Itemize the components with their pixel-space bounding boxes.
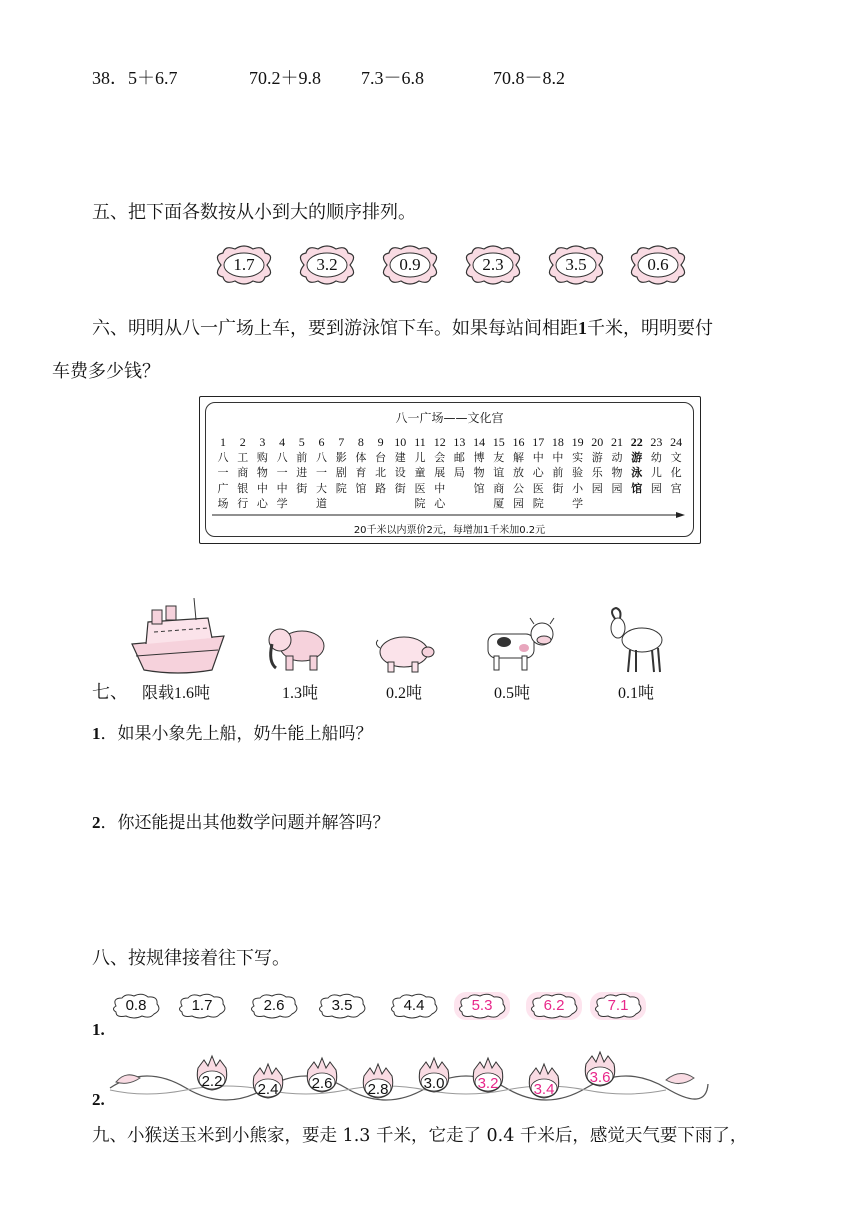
pig-weight: 0.2吨 bbox=[386, 685, 423, 702]
stop-number: 15 bbox=[492, 435, 505, 449]
route-stop bbox=[470, 435, 488, 496]
stop-number: 8 bbox=[357, 435, 364, 449]
route-stop bbox=[450, 435, 468, 481]
section-6-line1 bbox=[92, 314, 713, 340]
stop-name: 邮 局 bbox=[453, 451, 465, 480]
cloud-answer bbox=[590, 992, 646, 1020]
cloud-number bbox=[174, 992, 230, 1020]
bud-value: 2.8 bbox=[367, 1081, 389, 1098]
section-5-heading: 五、把下面各数按从小到大的顺序排列。 bbox=[92, 202, 416, 223]
pig-icon bbox=[374, 630, 438, 676]
route-stop bbox=[588, 435, 606, 496]
route-stop bbox=[391, 435, 409, 496]
stop-name: 台 北 路 bbox=[375, 451, 387, 495]
stop-number: 11 bbox=[414, 435, 426, 449]
stop-number: 9 bbox=[377, 435, 384, 449]
bud-value: 2.4 bbox=[257, 1081, 279, 1098]
stop-number: 14 bbox=[473, 435, 486, 449]
q38-item: 70.2＋9.8 bbox=[249, 68, 321, 88]
route-stop bbox=[529, 435, 547, 511]
stop-name: 中 心 医 院 bbox=[532, 451, 544, 510]
route-stop bbox=[253, 435, 271, 511]
stop-number: 2 bbox=[239, 435, 246, 449]
route-chart-frame bbox=[205, 402, 694, 537]
stop-number: 20 bbox=[591, 435, 604, 449]
cloud-answer bbox=[454, 992, 510, 1020]
number-flower bbox=[377, 245, 443, 285]
stop-name: 八 一 大 道 bbox=[316, 451, 327, 510]
route-stop bbox=[293, 435, 311, 496]
q38-label: 38．5＋6.7 bbox=[92, 68, 178, 88]
bud-value: 2.2 bbox=[201, 1073, 223, 1090]
route-stop bbox=[667, 435, 685, 496]
stop-number: 24 bbox=[670, 435, 683, 449]
elephant-weight: 1.3吨 bbox=[282, 685, 319, 702]
stop-name: 八 一 中 学 bbox=[276, 451, 288, 510]
stop-name: 影 剧 院 bbox=[335, 451, 347, 495]
bus-route-chart bbox=[199, 396, 701, 544]
cloud-number bbox=[314, 992, 370, 1020]
row-2-label: 2. bbox=[92, 1090, 105, 1109]
q38-item: 7.3－6.8 bbox=[361, 68, 424, 88]
stop-name: 购 物 中 心 bbox=[256, 451, 268, 510]
section-6-line2: 车费多少钱？ bbox=[52, 361, 160, 382]
route-stop bbox=[647, 435, 665, 496]
bud-number bbox=[358, 1056, 398, 1102]
stop-name: 八 一 广 场 bbox=[217, 451, 229, 510]
bud-answer-value: 3.2 bbox=[477, 1075, 499, 1092]
section-7-q1 bbox=[92, 719, 373, 744]
stop-name: 建 设 街 bbox=[394, 451, 406, 495]
section-9-text bbox=[92, 1122, 747, 1147]
q2-text: ．你还能提出其他数学问题并解答吗？ bbox=[100, 813, 390, 833]
flower-number: 3.2 bbox=[316, 255, 338, 274]
bud-value: 2.6 bbox=[311, 1075, 333, 1092]
cloud-number bbox=[386, 992, 442, 1020]
cloud-answer-value: 6.2 bbox=[543, 997, 565, 1014]
cloud-value: 2.6 bbox=[263, 997, 285, 1014]
stop-number: 13 bbox=[453, 435, 466, 449]
bud-answer-value: 3.4 bbox=[533, 1081, 555, 1098]
stop-name: 文 化 宫 bbox=[670, 451, 682, 495]
stop-number: 16 bbox=[512, 435, 525, 449]
stop-name: 解 放 公 园 bbox=[513, 451, 524, 510]
goat-icon bbox=[604, 606, 668, 676]
route-stop bbox=[490, 435, 508, 511]
elephant-icon bbox=[266, 622, 328, 676]
stop-number: 18 bbox=[551, 435, 564, 449]
route-stop bbox=[411, 435, 429, 511]
stop-name: 游 乐 园 bbox=[591, 451, 603, 495]
stop-name: 实 验 小 学 bbox=[572, 451, 584, 510]
cloud-value: 3.5 bbox=[331, 997, 353, 1014]
stop-number: 7 bbox=[338, 435, 345, 449]
route-stop bbox=[234, 435, 252, 511]
number-flower bbox=[211, 245, 277, 285]
stop-number: 17 bbox=[532, 435, 545, 449]
section-7-prefix: 七、 bbox=[92, 682, 128, 703]
route-stop bbox=[569, 435, 587, 511]
number-flower bbox=[543, 245, 609, 285]
stop-name: 会 展 中 心 bbox=[434, 451, 446, 510]
cow-icon bbox=[484, 616, 560, 676]
stop-number: 23 bbox=[650, 435, 663, 449]
section-6-text-rest: 千米，明明要付 bbox=[587, 318, 713, 339]
stop-name: 幼 儿 园 bbox=[650, 451, 662, 495]
cloud-value: 0.8 bbox=[125, 997, 147, 1014]
cloud-value: 1.7 bbox=[191, 997, 213, 1014]
stop-number: 19 bbox=[571, 435, 584, 449]
bud-answer bbox=[468, 1050, 508, 1096]
cloud-value: 4.4 bbox=[403, 997, 425, 1014]
stop-number: 12 bbox=[433, 435, 446, 449]
goat-weight: 0.1吨 bbox=[618, 685, 655, 702]
route-title: 八一广场——文化宫 bbox=[395, 411, 504, 425]
number-flower bbox=[625, 245, 691, 285]
row-1-label: 1. bbox=[92, 1020, 105, 1039]
stop-number: 1 bbox=[220, 435, 226, 449]
stop-number: 10 bbox=[394, 435, 407, 449]
q1-number: 1 bbox=[92, 724, 101, 743]
q1-text: ．如果小象先上船，奶牛能上船吗？ bbox=[100, 724, 373, 744]
route-stop bbox=[332, 435, 350, 496]
stop-name: 中 前 街 bbox=[552, 451, 564, 495]
route-stop bbox=[273, 435, 291, 511]
cloud-number bbox=[246, 992, 302, 1020]
flower-number: 0.9 bbox=[399, 255, 421, 274]
cloud-answer bbox=[526, 992, 582, 1020]
stop-name: 博 物 馆 bbox=[473, 451, 485, 495]
stop-name: 儿 童 医 院 bbox=[414, 451, 426, 510]
stop-number: 6 bbox=[318, 435, 325, 449]
route-stop bbox=[214, 435, 232, 511]
bud-answer-value: 3.6 bbox=[589, 1069, 611, 1086]
stop-number: 5 bbox=[298, 435, 305, 449]
bud-number bbox=[192, 1048, 232, 1094]
distance-value: 1 bbox=[578, 318, 587, 338]
section-9-body: 九、小猴送玉米到小熊家，要走 1.3 千米，它走了 0.4 千米后，感觉天气要下雨了， bbox=[92, 1126, 748, 1146]
bud-number bbox=[248, 1056, 288, 1102]
flower-number: 0.6 bbox=[647, 255, 669, 274]
stop-name: 前 进 街 bbox=[296, 451, 308, 495]
route-arrow bbox=[206, 511, 693, 519]
stop-number: 22 bbox=[630, 435, 643, 449]
bud-value: 3.0 bbox=[423, 1075, 445, 1092]
bud-answer bbox=[580, 1044, 620, 1090]
section-6-text: 六、明明从八一广场上车，要到游泳馆下车。如果每站间相距 bbox=[92, 318, 578, 339]
route-stop bbox=[628, 435, 646, 496]
stop-name: 友 谊 商 厦 bbox=[493, 451, 505, 510]
section-8-heading: 八、按规律接着往下写。 bbox=[92, 948, 290, 969]
bud-answer bbox=[524, 1056, 564, 1102]
section-7-q2 bbox=[92, 808, 390, 833]
flower-number: 2.3 bbox=[482, 255, 504, 274]
stop-name: 体 育 馆 bbox=[355, 451, 367, 495]
route-stop bbox=[372, 435, 390, 496]
stop-name: 工 商 银 行 bbox=[237, 451, 249, 510]
cloud-answer-value: 7.1 bbox=[607, 997, 629, 1014]
flower-number: 1.7 bbox=[233, 255, 255, 274]
number-flower bbox=[294, 245, 360, 285]
q38-item: 70.8－8.2 bbox=[493, 68, 565, 88]
route-stop bbox=[313, 435, 331, 511]
ship-capacity-label: 限载1.6吨 bbox=[142, 685, 211, 702]
stop-name: 动 物 园 bbox=[611, 451, 623, 495]
route-stop bbox=[431, 435, 449, 511]
cloud-answer-value: 5.3 bbox=[471, 997, 493, 1014]
bud-number bbox=[302, 1050, 342, 1096]
cow-weight: 0.5吨 bbox=[494, 685, 531, 702]
route-stop bbox=[608, 435, 626, 496]
flower-number: 3.5 bbox=[565, 255, 587, 274]
stop-number: 21 bbox=[611, 435, 623, 449]
route-stop bbox=[352, 435, 370, 496]
route-stop bbox=[549, 435, 567, 496]
stop-number: 3 bbox=[259, 435, 266, 449]
fare-rule: 20千米以内票价2元，每增加1千米加0.2元 bbox=[353, 525, 546, 536]
bud-number bbox=[414, 1050, 454, 1096]
ship-icon bbox=[128, 596, 228, 680]
route-stop bbox=[510, 435, 528, 511]
cloud-number bbox=[108, 992, 164, 1020]
number-flower bbox=[460, 245, 526, 285]
stop-name: 游 泳 馆 bbox=[631, 451, 643, 495]
stop-number: 4 bbox=[279, 435, 286, 449]
q2-number: 2 bbox=[92, 813, 101, 832]
